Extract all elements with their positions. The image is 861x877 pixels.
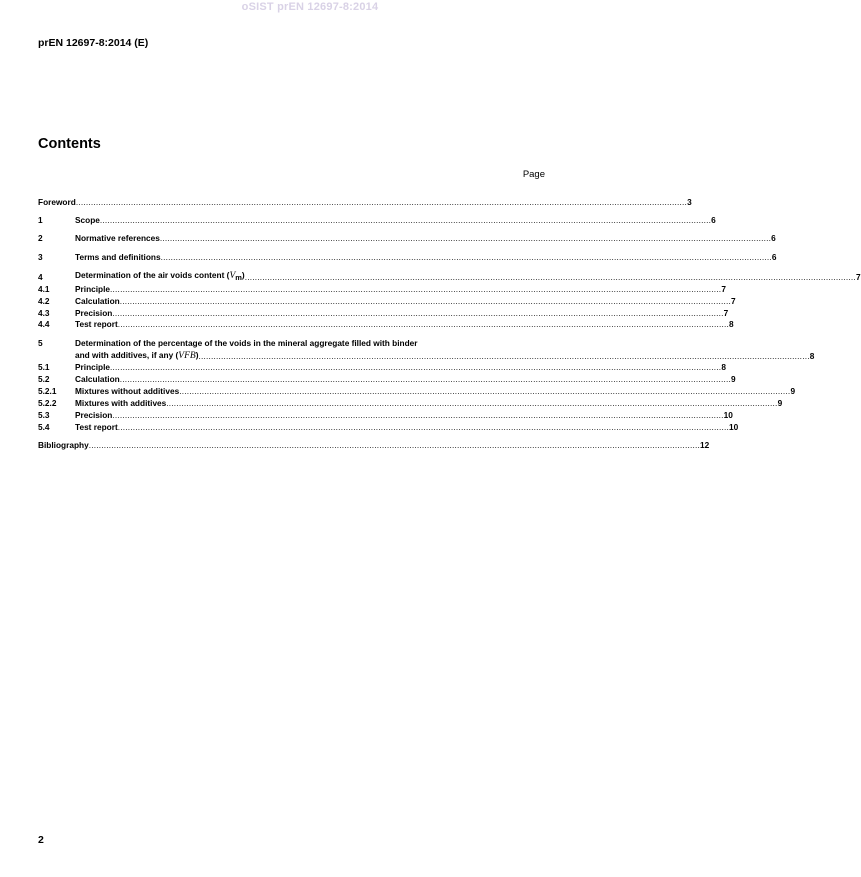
dot-leader [110, 284, 721, 296]
dot-leader [89, 440, 700, 452]
toc-page: 12 [699, 440, 710, 451]
toc-number: 5.2.2 [38, 398, 57, 409]
toc-entry-4-1[interactable] [38, 283, 726, 296]
dot-leader [112, 410, 723, 422]
toc-number: 5.1 [38, 362, 50, 373]
toc-multiline-title [75, 338, 814, 363]
toc-entry-4-4[interactable] [38, 319, 734, 331]
toc-entry-2[interactable] [38, 233, 776, 245]
toc-number: 3 [38, 251, 43, 262]
toc-page: 10 [729, 421, 739, 432]
toc-entry-3[interactable] [38, 251, 777, 264]
toc-entry-5[interactable] [38, 337, 815, 363]
toc-entry-5-4[interactable] [38, 421, 739, 434]
toc-number: 5 [38, 337, 43, 348]
toc-entry-4[interactable] [38, 269, 861, 284]
toc-title: Test report [75, 319, 118, 330]
toc-number: 4.4 [38, 319, 50, 330]
toc-title-line-2 [75, 350, 814, 363]
dot-leader [161, 252, 772, 264]
toc-page: 9 [730, 374, 736, 385]
toc-number: 5.2.1 [38, 386, 57, 397]
toc-title: Foreword [38, 197, 76, 207]
toc-number: 4.3 [38, 307, 50, 318]
toc-page: 8 [729, 319, 734, 330]
toc-page: 6 [771, 233, 776, 244]
toc-page: 9 [777, 398, 783, 409]
dot-leader [118, 422, 729, 434]
toc-number: 5.4 [38, 421, 50, 432]
toc-title: Mixtures without additives [75, 386, 180, 397]
toc-title: Calculation [75, 374, 120, 385]
toc-page: 10 [723, 410, 733, 421]
dot-leader [100, 215, 711, 227]
toc-page: 3 [687, 197, 692, 207]
toc-entry-5-2[interactable] [38, 374, 736, 386]
toc-title-text: and with additives, if any ( [75, 349, 179, 360]
toc-entry-bibliography[interactable] [38, 440, 710, 452]
toc-number: 4.1 [38, 283, 50, 294]
dot-leader [110, 362, 721, 374]
toc-title: Mixtures with additives [75, 398, 167, 409]
dot-leader [195, 349, 809, 363]
toc-page: 6 [711, 215, 716, 226]
toc-entry-4-3[interactable] [38, 307, 729, 320]
toc-page: 9 [790, 386, 796, 397]
toc-title-text: Determination of the air voids content ( [75, 269, 230, 280]
toc-title: Principle [75, 283, 111, 294]
toc-entry-4-2[interactable] [38, 295, 736, 308]
dot-leader [76, 197, 687, 209]
toc-number: 1 [38, 215, 43, 226]
dot-leader [120, 374, 731, 386]
dot-leader [120, 296, 731, 308]
watermark: oSIST prEN 12697-8:2014 [241, 1, 379, 13]
toc-title-line-1: Determination of the percentage of the voids in the mineral aggregate filled with binder [75, 337, 418, 348]
toc-page: 6 [771, 251, 777, 262]
toc-title: Calculation [75, 295, 120, 306]
page-number: 2 [38, 834, 44, 846]
toc-number: 4 [38, 271, 43, 282]
toc-page: 7 [721, 283, 726, 294]
toc-entry-1[interactable] [38, 215, 716, 227]
toc-title: Precision [75, 410, 113, 421]
toc-title: Principle [75, 362, 111, 373]
toc-number: 5.3 [38, 410, 50, 421]
document-id: prEN 12697-8:2014 (E) [38, 37, 149, 49]
dot-leader [166, 398, 777, 410]
toc-entry-foreword[interactable] [38, 197, 692, 209]
toc-number: 2 [38, 233, 43, 244]
toc-page: 8 [809, 350, 815, 361]
dot-leader [179, 386, 790, 398]
toc-title: Terms and definitions [75, 251, 161, 262]
toc-title: Normative references [75, 233, 160, 244]
air-voids-symbol: V [229, 270, 236, 281]
toc-number: 4.2 [38, 295, 50, 306]
toc-title: Test report [75, 421, 118, 432]
toc-entry-5-2-1[interactable] [38, 386, 796, 398]
dot-leader [245, 272, 856, 284]
table-of-contents [38, 197, 861, 452]
toc-title [75, 270, 245, 284]
toc-page: 7 [723, 307, 729, 318]
dot-leader [112, 308, 723, 320]
dot-leader [160, 233, 771, 245]
vfb-symbol: VFB [178, 350, 196, 361]
toc-number: 5.2 [38, 374, 50, 385]
toc-title-text: ) [241, 269, 245, 280]
page-title: Contents [38, 136, 101, 152]
toc-entry-5-2-2[interactable] [38, 398, 783, 410]
toc-title: Scope [75, 215, 100, 226]
toc-page: 7 [730, 295, 736, 306]
toc-title: Bibliography [38, 440, 89, 451]
page-column-label: Page [522, 169, 545, 180]
air-voids-symbol-subscript: m [235, 272, 242, 282]
dot-leader [118, 319, 729, 331]
toc-entry-5-1[interactable] [38, 362, 726, 374]
toc-page: 8 [721, 362, 726, 373]
toc-title-text: ) [195, 349, 199, 360]
toc-page: 7 [855, 271, 861, 282]
toc-entry-5-3[interactable] [38, 410, 733, 422]
toc-title: Precision [75, 307, 113, 318]
toc-title [75, 350, 198, 363]
